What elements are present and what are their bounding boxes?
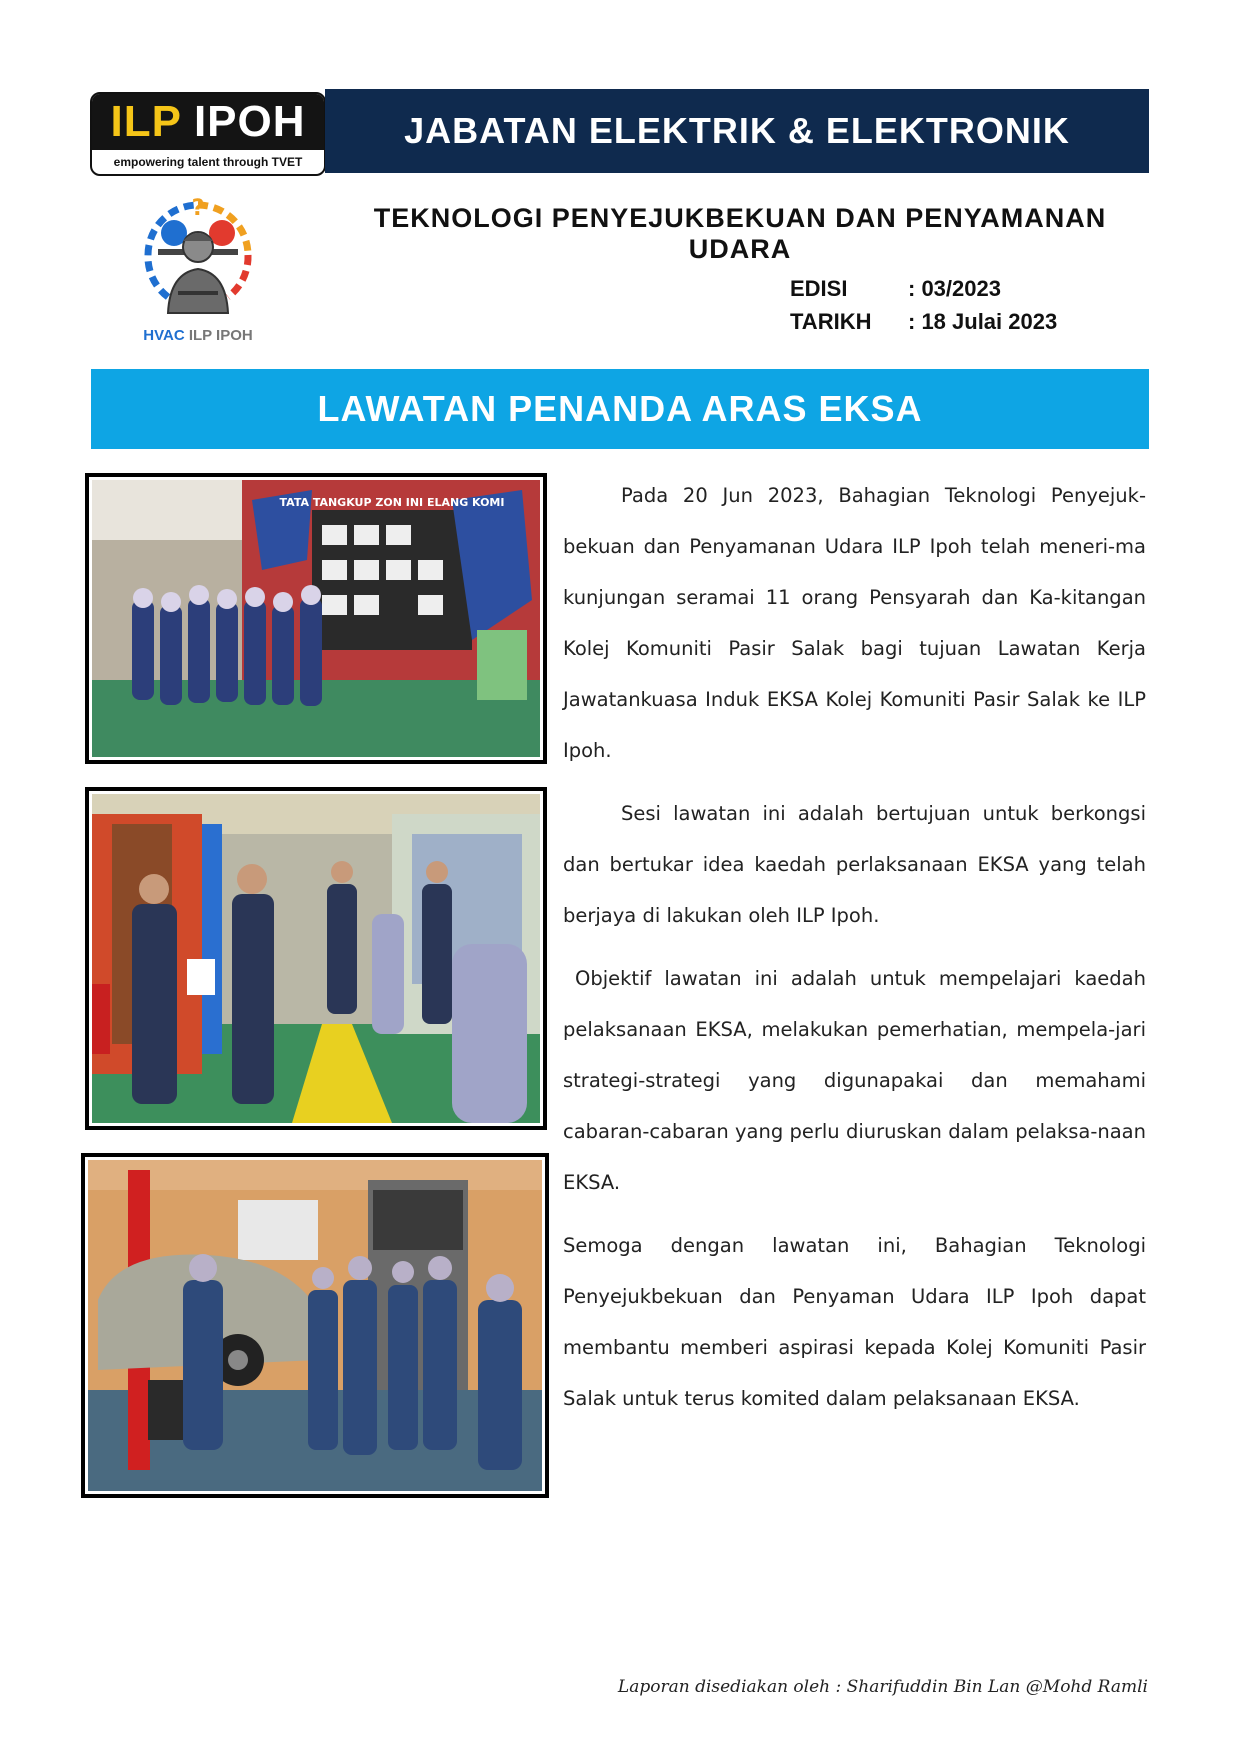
article-paragraph-1: Pada 20 Jun 2023, Bahagian Teknologi Penyejuk-bekuan dan Penyamanan Udara ILP Ipoh telah meneri-ma kunjungan seramai 11 orang Pensyarah dan Ka-kitangan Kolej Komuniti Pasir Salak bagi tujuan Lawatan Kerja Jawatankuasa Induk EKSA Kolej Komuniti Pasir Salak ke ILP Ipoh. (563, 484, 1146, 762)
photo-mural-text: TATA TANGKUP ZON INI ELANG KOMI (279, 496, 505, 509)
ilp-logo-tagline: empowering talent through TVET (113, 155, 303, 169)
hvac-logo (128, 185, 268, 350)
ilp-ipoh-logo (90, 92, 326, 176)
edition-info (790, 272, 1057, 338)
ilp-logo-brand (92, 94, 324, 150)
photo-visit-garage (81, 1153, 549, 1498)
article-banner: LAWATAN PENANDA ARAS EKSA (91, 369, 1149, 449)
photo-garage-image (88, 1160, 542, 1491)
hvac-logo-hvac-text: HVAC (143, 327, 185, 344)
report-author-footer: Laporan disediakan oleh : Sharifuddin Bin Lan @Mohd Ramli (617, 1677, 1148, 1697)
department-header: JABATAN ELEKTRIK & ELEKTRONIK (325, 89, 1149, 173)
ilp-logo-ilp-text: ILP (110, 97, 182, 146)
date-value: : 18 Julai 2023 (908, 308, 1058, 334)
edition-row (790, 272, 1057, 305)
article-paragraph-4: Semoga dengan lawatan ini, Bahagian Teknologi Penyejukbekuan dan Penyaman Udara ILP Ipoh dapat membantu memberi aspirasi kepada Kolej Komuniti Pasir Salak untuk terus komited dalam pelaksanaan EKSA. (563, 1234, 1146, 1410)
hvac-logo-ilp-text: ILP IPOH (188, 327, 253, 344)
ilp-logo-ipoh-text: IPOH (193, 97, 306, 146)
photo-corridor-image (92, 794, 540, 1123)
edition-label: EDISI (790, 275, 848, 301)
article-body (563, 470, 1146, 1424)
hvac-logo-caption (128, 327, 268, 344)
photo-visit-corridor (85, 787, 547, 1130)
date-label: TARIKH (790, 308, 872, 334)
date-row (790, 305, 1057, 338)
edition-value: : 03/2023 (908, 275, 1001, 301)
svg-text:?: ? (191, 196, 205, 221)
program-title: TEKNOLOGI PENYEJUKBEKUAN DAN PENYAMANAN UDARA (373, 203, 1107, 264)
photo-mural-image (92, 480, 540, 757)
article-paragraph-3: Objektif lawatan ini adalah untuk mempelajari kaedah pelaksanaan EKSA, melakukan pemerhatian, mempela-jari strategi-strategi yang digunapakai dan memahami cabaran-cabaran yang perlu diuruskan dalam pelaksa-naan EKSA. (563, 967, 1146, 1194)
article-paragraph-2: Sesi lawatan ini adalah bertujuan untuk berkongsi dan bertukar idea kaedah perlaksanaan EKSA yang telah berjaya di lakukan oleh ILP Ipoh. (563, 802, 1146, 927)
photo-visit-mural (85, 473, 547, 764)
hvac-technician-icon (128, 185, 268, 325)
